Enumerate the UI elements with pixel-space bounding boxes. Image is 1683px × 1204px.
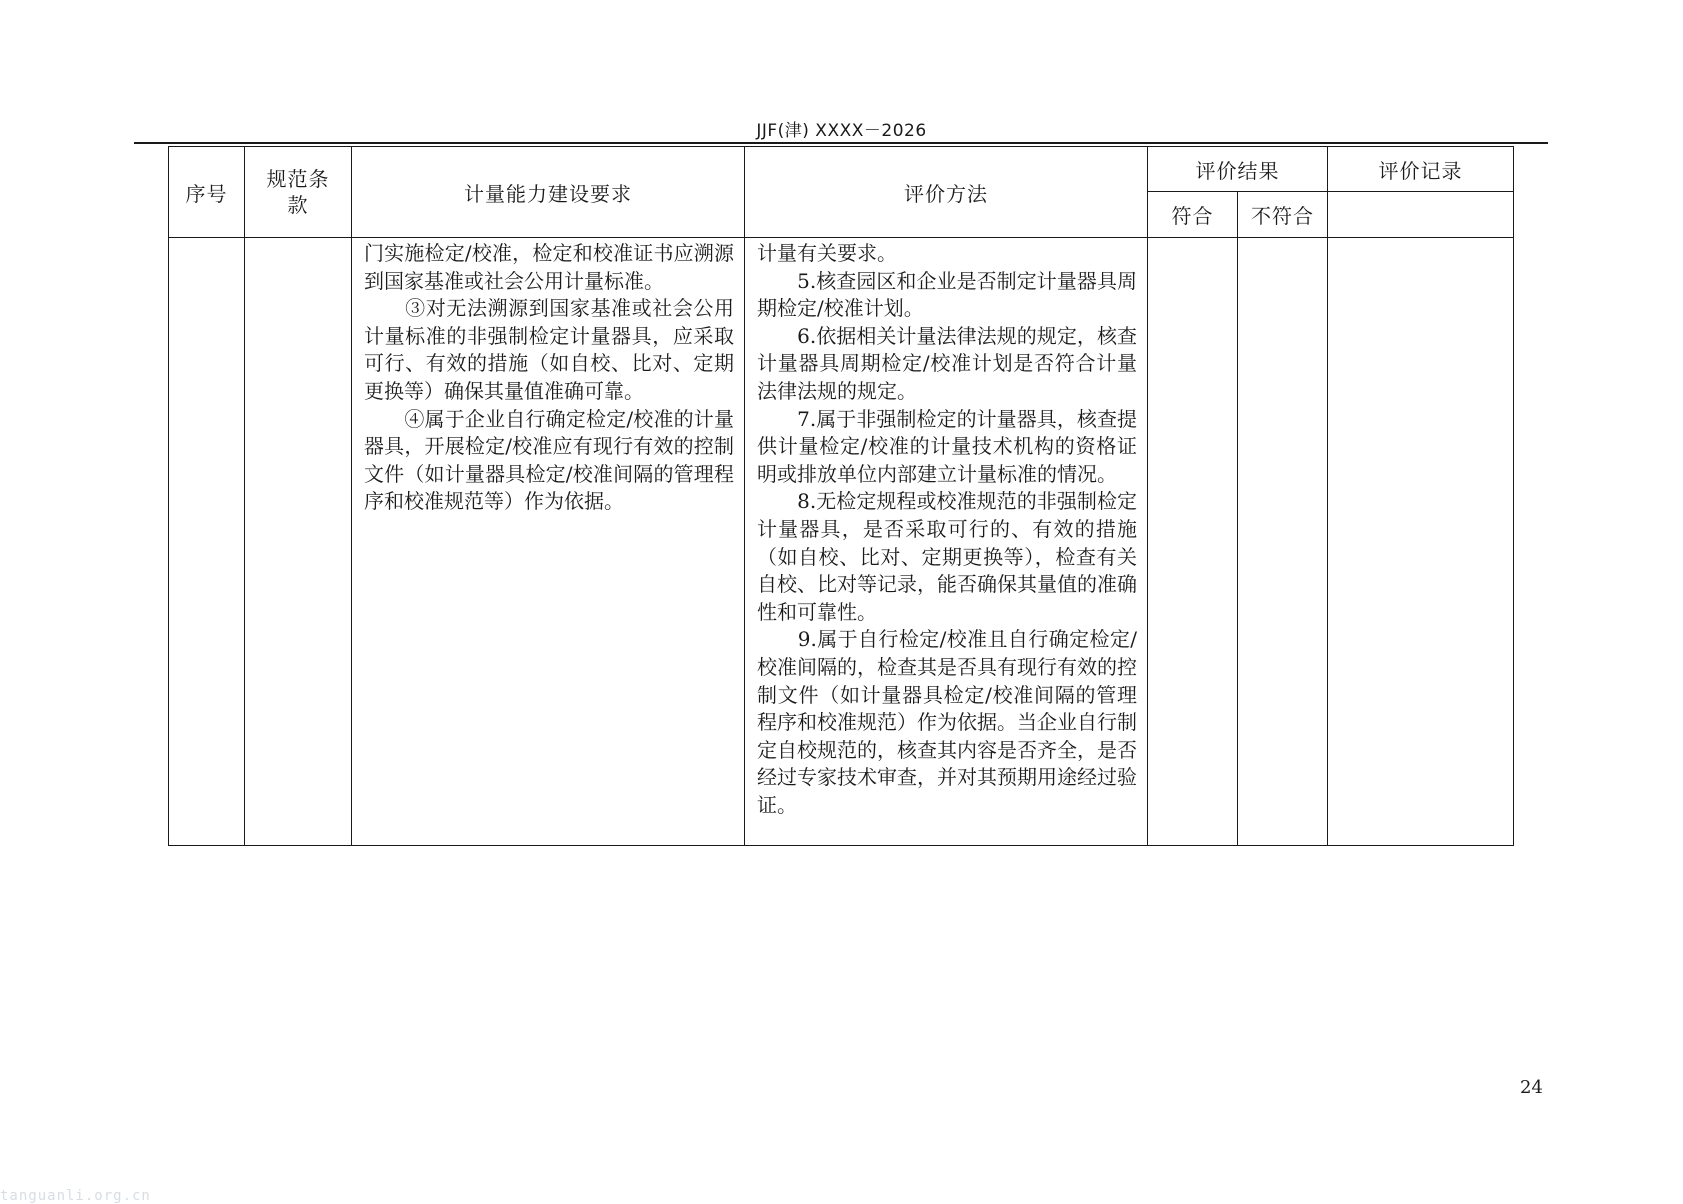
header-seq: 序号 [169,147,245,238]
header-conform: 符合 [1148,192,1238,238]
method-paragraph: 5.核查园区和企业是否制定计量器具周期检定/校准计划。 [757,268,1137,321]
method-paragraph: 8.无检定规程或校准规范的非强制检定计量器具，是否采取可行的、有效的措施（如自校、比对、定期更换等），检查有关自校、比对等记录，能否确保其量值的准确性和可靠性。 [757,489,1137,624]
header-clause: 规范条款 [245,147,352,238]
cell-nonconform [1238,238,1328,846]
header-record: 评价记录 [1328,147,1514,192]
document-code: JJF(津) XXXX－2026 [756,121,927,141]
table-row [169,238,1514,846]
evaluation-table [168,146,1514,846]
cell-conform [1148,238,1238,846]
requirement-paragraph: ④属于企业自行确定检定/校准的计量器具，开展检定/校准应有现行有效的控制文件（如计量器具检定/校准间隔的管理程序和校准规范等）作为依据。 [364,406,734,514]
header-record-blank [1328,192,1514,238]
cell-seq [169,238,245,846]
requirement-paragraph: 门实施检定/校准，检定和校准证书应溯源到国家基准或社会公用计量标准。 [364,241,734,293]
header-rule [134,142,1548,144]
header-result: 评价结果 [1148,147,1328,192]
header-nonconform: 不符合 [1238,192,1328,238]
method-paragraph: 6.依据相关计量法律法规的规定，核查计量器具周期检定/校准计划是否符合计量法律法规的规定。 [757,323,1137,403]
cell-method [745,238,1148,846]
page-number: 24 [1520,1077,1543,1098]
method-paragraph: 计量有关要求。 [757,241,897,265]
cell-requirement [352,238,745,846]
watermark: tanguanli.org.cn [0,1188,151,1204]
requirement-paragraph: ③对无法溯源到国家基准或社会公用计量标准的非强制检定计量器具，应采取可行、有效的措施（如自校、比对、定期更换等）确保其量值准确可靠。 [364,296,734,403]
header-method: 评价方法 [745,147,1148,238]
method-paragraph: 7.属于非强制检定的计量器具，核查提供计量检定/校准的计量技术机构的资格证明或排放单位内部建立计量标准的情况。 [757,406,1137,486]
cell-record [1328,238,1514,846]
header-requirement: 计量能力建设要求 [352,147,745,238]
cell-clause [245,238,352,846]
method-paragraph: 9.属于自行检定/校准且自行确定检定/校准间隔的，检查其是否具有现行有效的控制文件（如计量器具检定/校准间隔的管理程序和校准规范）作为依据。当企业自行制定自校规范的，核查其内容是否齐全，是否经过专家技术审查，并对其预期用途经过验证。 [757,627,1137,817]
